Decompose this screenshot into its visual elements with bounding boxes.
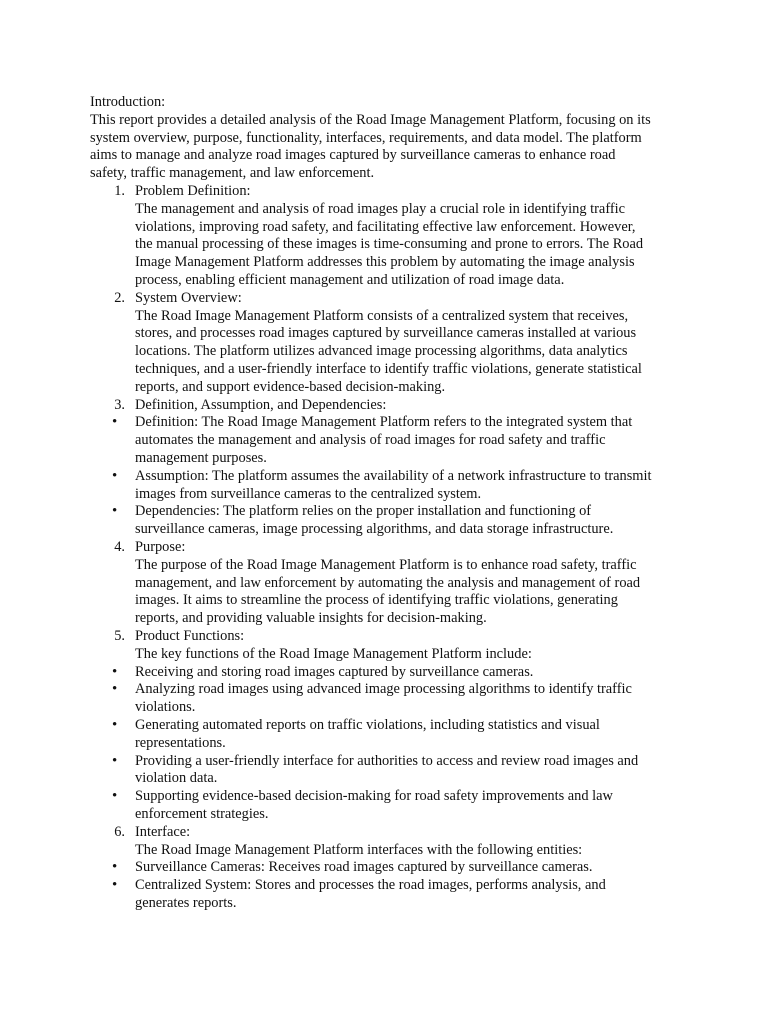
bullet-marker: • [112,788,118,805]
list-item-text: Surveillance Cameras: Receives road images captured by surveillance cameras. [135,859,593,876]
section-heading: Introduction: [90,94,166,110]
bullet-marker: • [112,467,118,484]
bullet-marker: • [112,681,118,698]
list-item-text: management, and law enforcement by automating the analysis and management of road [135,574,641,591]
bullet-marker: • [112,877,118,894]
list-item-text: violation data. [135,770,218,787]
list-item-text: reports, and support evidence-based decision-making. [135,378,446,395]
list-number: 5. [114,628,125,644]
list-item-text: techniques, and a user-friendly interface to identify traffic violations, generate statistical [135,361,642,377]
list-item-text: reports, and providing valuable insights for decision-making. [135,610,487,627]
bullet-marker: • [112,414,118,431]
list-number: 1. [114,183,125,199]
bullet-marker: • [112,859,118,876]
list-item-text: Image Management Platform addresses this problem by automating the image analysis [135,254,635,271]
list-item-text: automates the management and analysis of road images for road safety and traffic [135,432,606,449]
list-item-text: violations. [135,699,196,716]
list-item-text: The key functions of the Road Image Management Platform include: [135,645,532,662]
list-item-text: The Road Image Management Platform interfaces with the following entities: [135,841,583,858]
list-number: 2. [114,289,125,306]
list-item-text: Generating automated reports on traffic violations, including statistics and visual [135,717,600,733]
bullet-marker: • [112,503,118,520]
list-item-text: locations. The platform utilizes advanced image processing algorithms, data analytics [135,343,628,360]
list-item-text: The management and analysis of road images play a crucial role in identifying traffic [135,200,626,217]
list-number: 6. [114,823,125,840]
list-number: 3. [114,396,125,413]
list-item-text: The Road Image Management Platform consists of a centralized system that receives, [135,307,629,324]
list-item-text: surveillance cameras, image processing algorithms, and data storage infrastructure. [135,521,614,538]
list-item-title: Interface: [135,823,191,840]
list-item-text: Assumption: The platform assumes the availability of a network infrastructure to transmit [135,467,652,484]
list-item-text: Centralized System: Stores and processes the road images, performs analysis, and [135,877,606,894]
list-item-text: images from surveillance cameras to the centralized system. [135,485,482,502]
list-item-text: Analyzing road images using advanced image processing algorithms to identify traffic [135,681,632,698]
list-item-text: Supporting evidence-based decision-making for road safety improvements and law [135,788,613,805]
list-item-text: representations. [135,734,226,751]
list-item-text: Dependencies: The platform relies on the proper installation and functioning of [135,503,592,520]
intro-paragraph-line: system overview, purpose, functionality, interfaces, requirements, and data model. The platform [90,129,642,146]
list-item-title: Product Functions: [135,628,245,644]
list-item-title: Definition, Assumption, and Dependencies: [135,396,387,413]
bullet-marker: • [112,663,118,680]
intro-paragraph-line: aims to manage and analyze road images captured by surveillance cameras to enhance road [90,147,616,164]
intro-paragraph-line: safety, traffic management, and law enforcement. [90,165,375,182]
list-item-title: Purpose: [135,539,186,555]
list-item-title: System Overview: [135,289,242,306]
list-item-text: process, enabling efficient management and utilization of road image data. [135,272,565,288]
list-item-text: violations, improving road safety, and facilitating effective law enforcement. However, [135,218,636,235]
list-item-text: stores, and processes road images captured by surveillance cameras installed at various [135,325,637,342]
list-item-text: generates reports. [135,895,237,911]
list-number: 4. [114,539,125,555]
list-item-text: images. It aims to streamline the process of identifying traffic violations, generating [135,592,618,609]
list-item-text: Definition: The Road Image Management Platform refers to the integrated system that [135,414,633,431]
intro-paragraph-line: This report provides a detailed analysis of the Road Image Management Platform, focusing on its [90,111,651,128]
list-item-text: the manual processing of these images is time-consuming and prone to errors. The Road [135,236,644,253]
list-item-text: enforcement strategies. [135,806,269,822]
list-item-text: Providing a user-friendly interface for authorities to access and review road images and [135,752,639,769]
list-item-text: Receiving and storing road images captured by surveillance cameras. [135,663,534,680]
list-item-text: management purposes. [135,450,267,466]
bullet-marker: • [112,752,118,769]
list-item-text: The purpose of the Road Image Management Platform is to enhance road safety, traffic [135,556,637,573]
list-item-title: Problem Definition: [135,183,251,199]
bullet-marker: • [112,717,118,733]
